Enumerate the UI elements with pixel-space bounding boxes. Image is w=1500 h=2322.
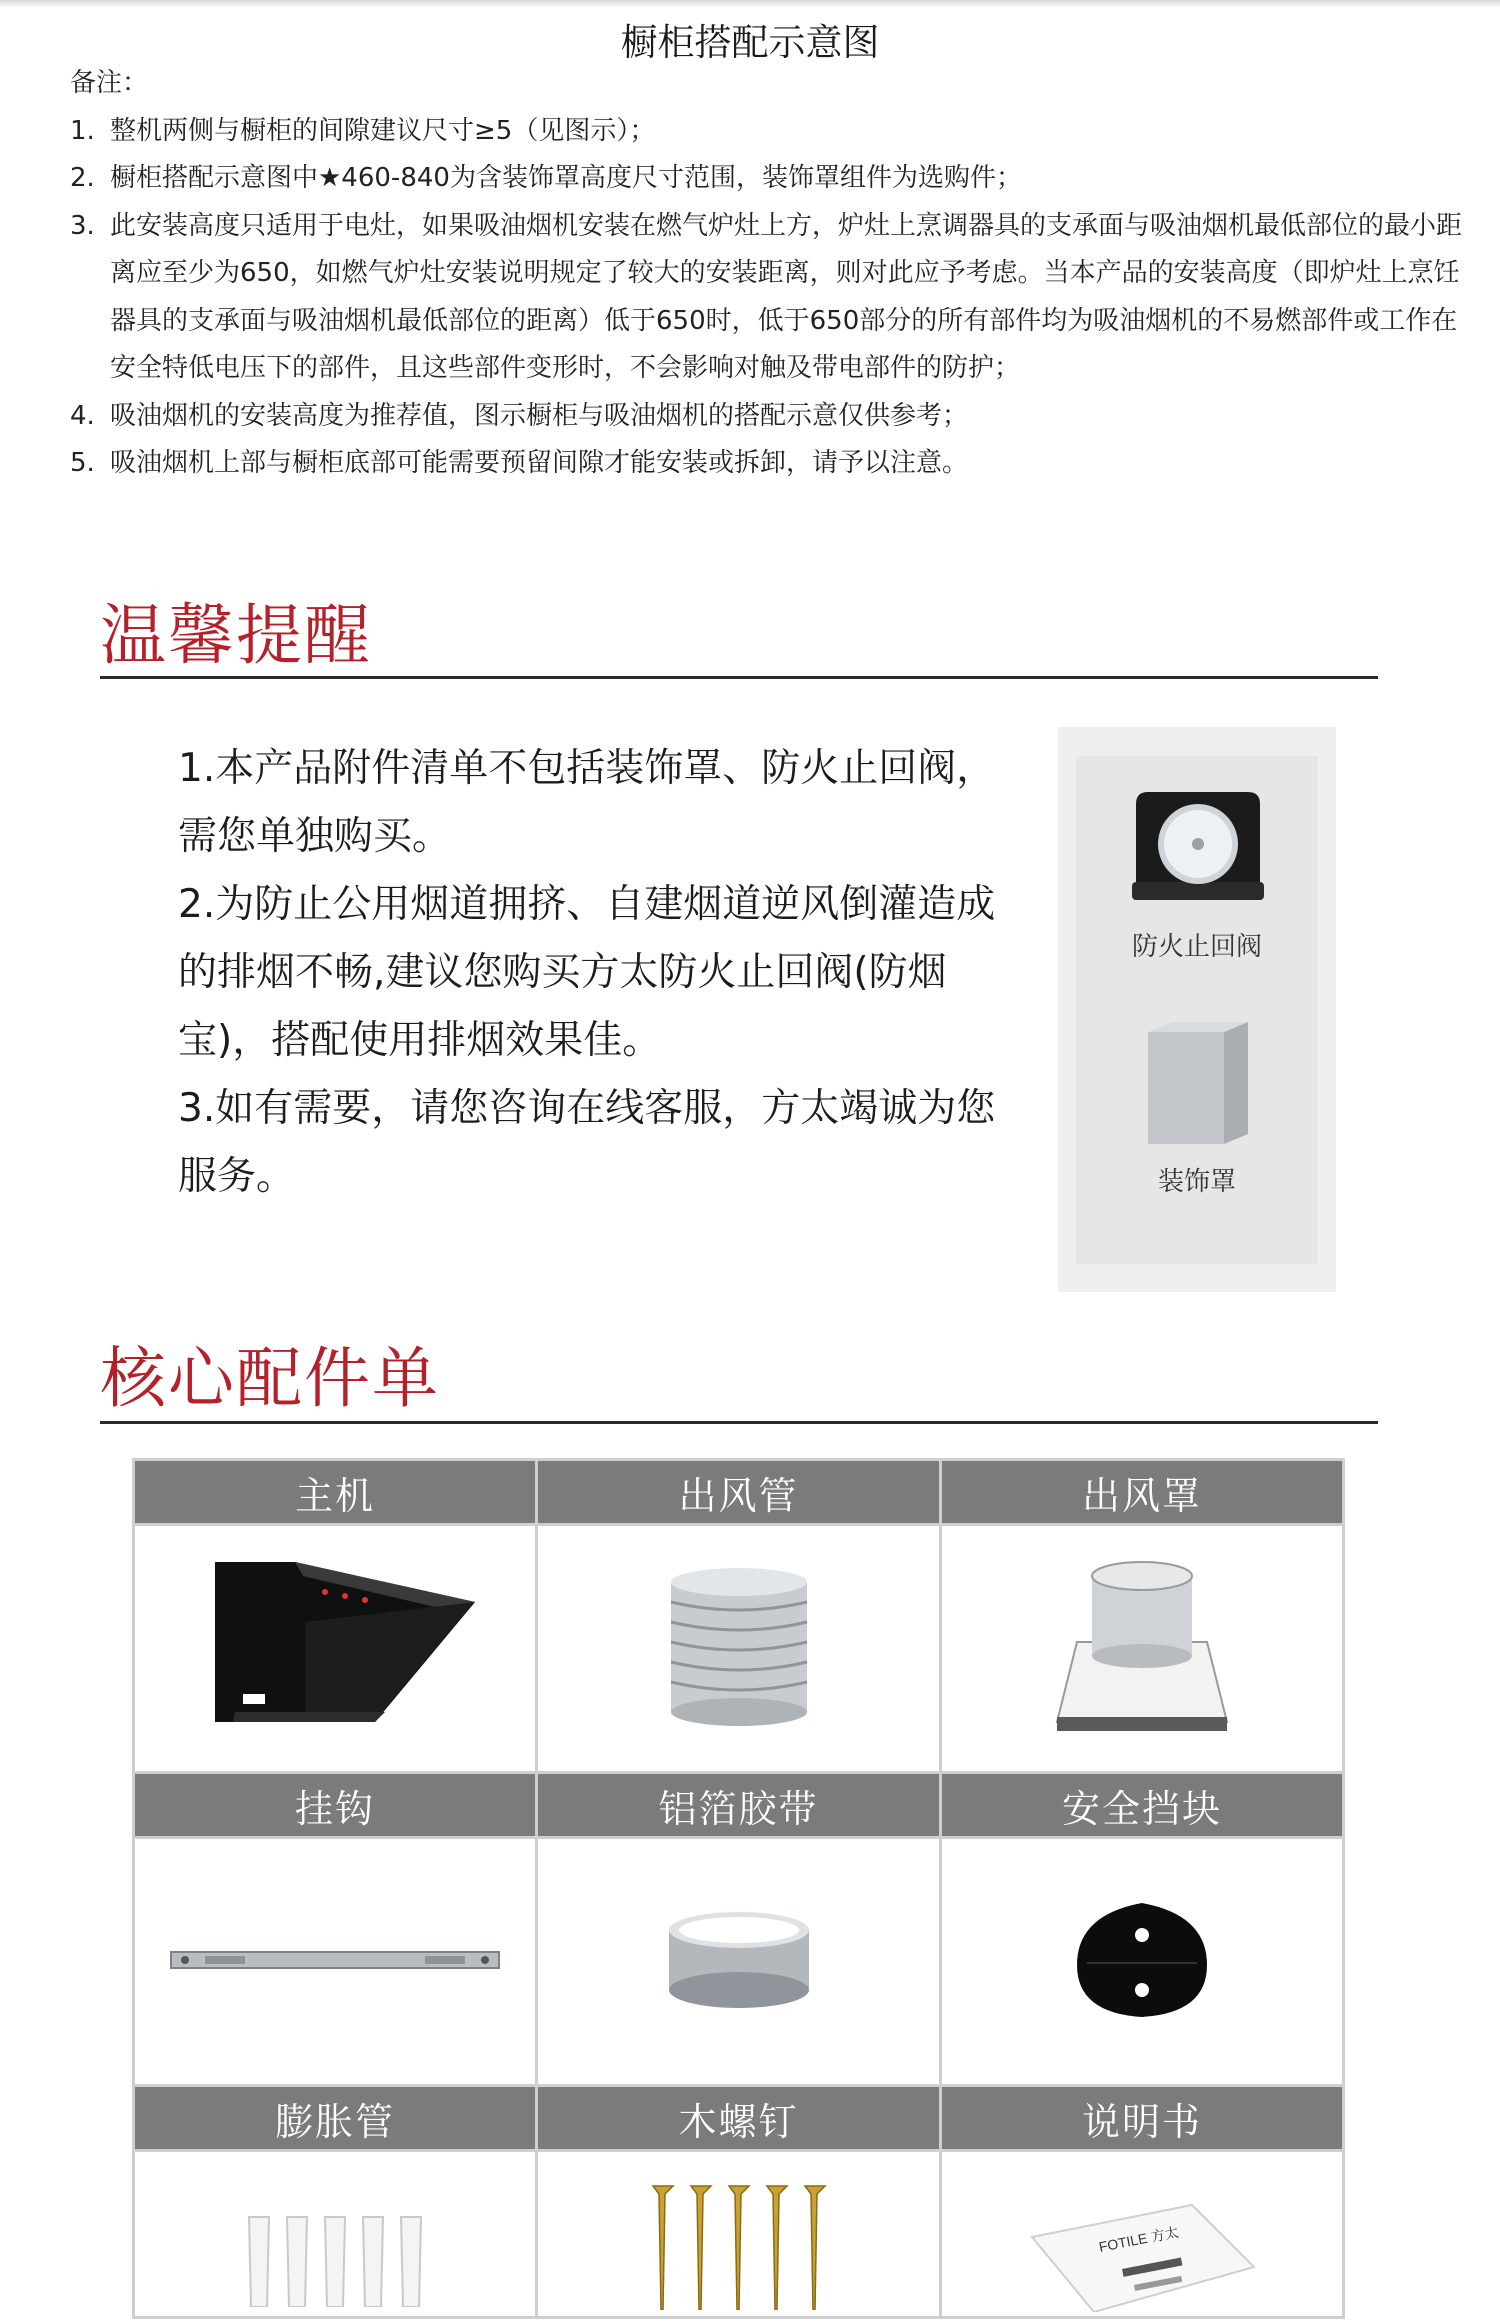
table-row	[134, 1460, 1344, 1525]
note-item	[70, 203, 1470, 393]
reminder-item: 1.本产品附件清单不包括装饰罩、防火止回阀，需您单独购买。	[178, 746, 996, 859]
optional-accessories-card	[1058, 727, 1336, 1292]
note-text: 吸油烟机的安装高度为推荐值，图示橱柜与吸油烟机的搭配示意仅供参考；	[110, 400, 969, 431]
note-text: 此安装高度只适用于电灶，如果吸油烟机安装在燃气炉灶上方，炉灶上烹调器具的支承面与吸油烟机最低部位的最小距离应至少为650，如燃气炉灶安装说明规定了较大的安装距离，则对此应予考虑。当本产品的安装高度（即炉灶上烹饪器具的支承面与吸油烟机最低部位的距离）低于650时，低于650部分的所有部件均为吸油烟机的不易燃部件或工作在安全特低电压下的部件，且这些部件变形时，不会影响对触及带电部件的防护；	[110, 210, 1463, 383]
note-item	[70, 393, 1470, 441]
reminder-item: 2.为防止公用烟道拥挤、自建烟道逆风倒灌造成的排烟不畅,建议您购买方太防火止回阀(防烟宝)，搭配使用排烟效果佳。	[178, 882, 996, 1063]
range-hood-icon	[175, 1552, 495, 1742]
note-number: 4.	[70, 400, 95, 431]
reminder-item: 3.如有需要，请您咨询在线客服，方太竭诚为您服务。	[178, 1086, 996, 1199]
notes-label: 备注：	[70, 68, 149, 98]
hanging-bracket-icon	[165, 1940, 505, 1980]
table-row	[134, 2151, 1344, 2318]
part-image-cell	[941, 1525, 1344, 1773]
reminder-section-title: 温馨提醒	[100, 597, 372, 674]
manual-icon	[1022, 2197, 1262, 2312]
part-name: 出风罩	[941, 1460, 1344, 1525]
parts-section-rule	[100, 1421, 1378, 1424]
part-image-cell	[537, 1525, 941, 1773]
fire-check-valve-label: 防火止回阀	[1131, 932, 1262, 962]
part-name: 说明书	[941, 2086, 1344, 2151]
part-name: 安全挡块	[941, 1773, 1344, 1838]
table-row	[134, 2086, 1344, 2151]
optional-accessories-panel	[1076, 756, 1318, 1264]
note-number: 1.	[70, 115, 95, 146]
part-image-cell	[134, 2151, 537, 2318]
part-name: 木螺钉	[537, 2086, 941, 2151]
outlet-cover-icon	[1047, 1552, 1237, 1742]
note-item	[70, 440, 1470, 488]
notes-list	[70, 108, 1470, 488]
note-number: 2.	[70, 163, 95, 193]
foil-tape-icon	[654, 1905, 824, 2015]
note-number: 3.	[70, 210, 95, 241]
table-row	[134, 1773, 1344, 1838]
part-name: 挂钩	[134, 1773, 537, 1838]
wood-screw-icon	[639, 2180, 839, 2310]
part-image-cell	[134, 1525, 537, 1773]
table-row	[134, 1525, 1344, 1773]
note-text: 整机两侧与橱柜的间隙建议尺寸≥5（见图示）；	[110, 115, 656, 146]
part-name: 主机	[134, 1460, 537, 1525]
manual-brand-text: FOTILE 方太	[1097, 2223, 1180, 2255]
part-name: 膨胀管	[134, 2086, 537, 2151]
part-name: 出风管	[537, 1460, 941, 1525]
reminder-section-rule	[100, 676, 1378, 679]
notes-block	[70, 60, 1470, 488]
exhaust-duct-icon	[649, 1562, 829, 1732]
safety-block-icon	[1067, 1895, 1217, 2025]
top-divider	[0, 0, 1500, 8]
note-item	[70, 155, 1470, 203]
note-text: 吸油烟机上部与橱柜底部可能需要预留间隙才能安装或拆卸，请予以注意。	[110, 448, 969, 478]
part-image-cell	[134, 1838, 537, 2086]
wall-anchor-icon	[235, 2207, 435, 2307]
fire-check-valve-icon	[1128, 786, 1268, 906]
part-name: 铝箔胶带	[537, 1773, 941, 1838]
reminder-list	[178, 735, 1008, 1211]
note-number: 5.	[70, 448, 95, 478]
part-image-cell	[537, 1838, 941, 2086]
note-text: 橱柜搭配示意图中★460-840为含装饰罩高度尺寸范围，装饰罩组件为选购件；	[110, 163, 1022, 193]
part-image-cell	[537, 2151, 941, 2318]
diagram-title: 橱柜搭配示意图	[620, 21, 880, 64]
decorative-cover-icon	[1142, 1018, 1254, 1148]
part-image-cell	[941, 1838, 1344, 2086]
note-item	[70, 108, 1470, 156]
part-image-cell	[941, 2151, 1344, 2318]
parts-section-title: 核心配件单	[100, 1340, 440, 1417]
parts-table	[132, 1458, 1345, 2319]
decorative-cover-label: 装饰罩	[1157, 1167, 1236, 1197]
table-row	[134, 1838, 1344, 2086]
